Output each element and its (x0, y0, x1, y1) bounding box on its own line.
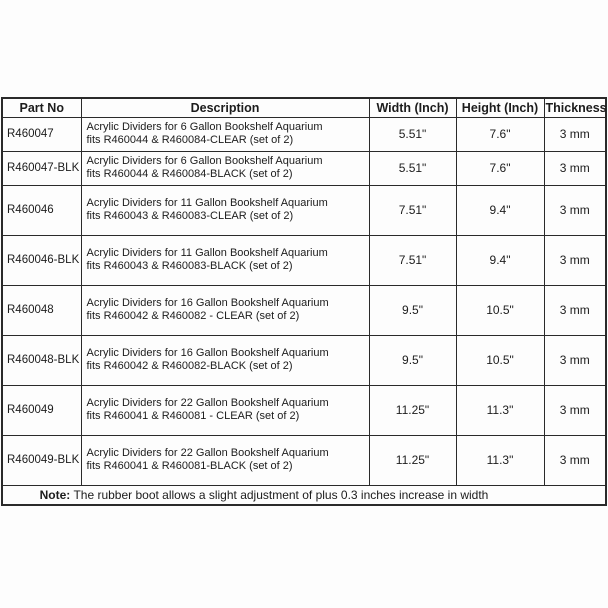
part-no-cell: R460046 (2, 185, 81, 235)
description-line-2: fits R460041 & R460081 - CLEAR (set of 2) (86, 410, 300, 422)
table-row (2, 285, 606, 335)
width-cell: 7.51" (369, 185, 456, 235)
spec-sheet (1, 97, 606, 506)
part-no-cell: R460048 (2, 285, 81, 335)
note-row (2, 485, 606, 505)
header-height: Height (Inch) (456, 98, 544, 117)
thickness-cell: 3 mm (544, 385, 606, 435)
description-cell (81, 117, 369, 151)
table-row (2, 117, 606, 151)
note-cell (2, 485, 606, 505)
width-cell: 5.51" (369, 151, 456, 185)
description-cell (81, 285, 369, 335)
thickness-cell: 3 mm (544, 285, 606, 335)
thickness-cell: 3 mm (544, 235, 606, 285)
thickness-cell: 3 mm (544, 151, 606, 185)
description-line-2: fits R460041 & R460081-BLACK (set of 2) (86, 460, 293, 472)
table-footer (2, 485, 606, 505)
description-line-1: Acrylic Dividers for 16 Gallon Bookshelf Aquarium (86, 296, 329, 309)
description-cell (81, 385, 369, 435)
note-text: The rubber boot allows a slight adjustment of plus 0.3 inches increase in width (73, 487, 489, 502)
description-cell (81, 185, 369, 235)
description-line-1: Acrylic Dividers for 16 Gallon Bookshelf Aquarium (86, 346, 329, 359)
width-cell: 5.51" (369, 117, 456, 151)
header-description: Description (81, 98, 369, 117)
width-cell: 11.25" (369, 435, 456, 485)
part-no-cell: R460046-BLK (2, 235, 81, 285)
height-cell: 9.4" (456, 185, 544, 235)
width-cell: 7.51" (369, 235, 456, 285)
description-line-1: Acrylic Dividers for 11 Gallon Bookshelf Aquarium (86, 246, 328, 259)
part-no-cell: R460047 (2, 117, 81, 151)
thickness-cell: 3 mm (544, 435, 606, 485)
note-label: Note: (39, 487, 71, 502)
description-line-1: Acrylic Dividers for 6 Gallon Bookshelf Aquarium (86, 120, 323, 133)
height-cell: 10.5" (456, 335, 544, 385)
width-cell: 9.5" (369, 335, 456, 385)
header-part-no: Part No (2, 98, 81, 117)
table-row (2, 385, 606, 435)
table-row (2, 185, 606, 235)
height-cell: 7.6" (456, 151, 544, 185)
table-row (2, 435, 606, 485)
header-thickness: Thickness (544, 98, 606, 117)
header-width: Width (Inch) (369, 98, 456, 117)
description-cell (81, 335, 369, 385)
description-line-2: fits R460042 & R460082 - CLEAR (set of 2) (86, 310, 300, 322)
thickness-cell: 3 mm (544, 335, 606, 385)
part-no-cell: R460049 (2, 385, 81, 435)
description-line-1: Acrylic Dividers for 11 Gallon Bookshelf Aquarium (86, 196, 328, 209)
description-line-2: fits R460044 & R460084-CLEAR (set of 2) (86, 134, 294, 146)
description-cell (81, 151, 369, 185)
table-body (2, 117, 606, 485)
part-no-cell: R460047-BLK (2, 151, 81, 185)
table-row (2, 235, 606, 285)
height-cell: 11.3" (456, 435, 544, 485)
height-cell: 9.4" (456, 235, 544, 285)
part-no-cell: R460049-BLK (2, 435, 81, 485)
height-cell: 7.6" (456, 117, 544, 151)
description-line-2: fits R460043 & R460083-BLACK (set of 2) (86, 260, 293, 272)
description-line-2: fits R460043 & R460083-CLEAR (set of 2) (86, 210, 294, 222)
header-row (2, 98, 606, 117)
description-line-1: Acrylic Dividers for 22 Gallon Bookshelf Aquarium (86, 446, 329, 459)
description-cell (81, 435, 369, 485)
table-row (2, 335, 606, 385)
thickness-cell: 3 mm (544, 185, 606, 235)
description-cell (81, 235, 369, 285)
product-spec-table (1, 97, 607, 506)
description-line-1: Acrylic Dividers for 22 Gallon Bookshelf Aquarium (86, 396, 329, 409)
width-cell: 9.5" (369, 285, 456, 335)
description-line-2: fits R460044 & R460084-BLACK (set of 2) (86, 168, 293, 180)
table-row (2, 151, 606, 185)
height-cell: 11.3" (456, 385, 544, 435)
height-cell: 10.5" (456, 285, 544, 335)
description-line-1: Acrylic Dividers for 6 Gallon Bookshelf Aquarium (86, 154, 323, 167)
width-cell: 11.25" (369, 385, 456, 435)
thickness-cell: 3 mm (544, 117, 606, 151)
part-no-cell: R460048-BLK (2, 335, 81, 385)
table-header (2, 98, 606, 117)
description-line-2: fits R460042 & R460082-BLACK (set of 2) (86, 360, 293, 372)
